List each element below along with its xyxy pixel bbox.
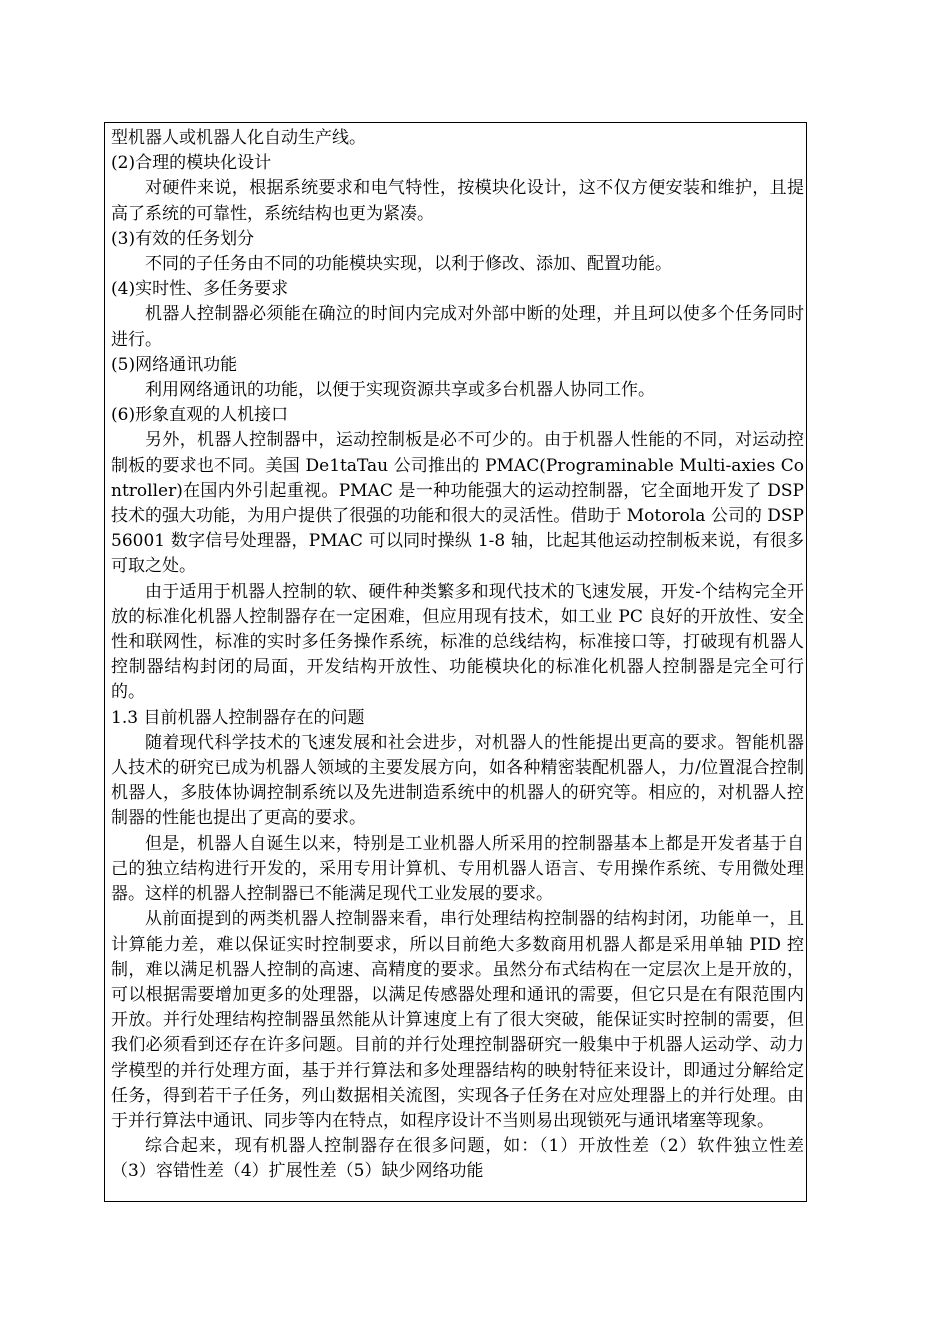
section-heading: 1.3 目前机器人控制器存在的问题	[111, 707, 365, 728]
paragraph: 型机器人或机器人化自动生产线。	[111, 128, 366, 148]
paragraph: 另外，机器人控制器中，运动控制板是必不可少的。由于机器人性能的不同，对运动控制板的要求也不同。美国 De1taTau 公司推出的 PMAC(Programinable Multi-axies Controller)在国内外引起重视。PMAC 是一种功能强大的运动控制器，它全面地开发了 DSP 技术的强大功能，为用户提供了很强的功能和很大的灵活性。借助于 Motorola 公司的 DSP56001 数字信号处理器，PMAC 可以同时操纵 1-8 轴，比起其他运动控制板来说，有很多可取之处。	[111, 430, 804, 577]
section-heading: (4)实时性、多任务要求	[111, 279, 289, 300]
section-heading: (3)有效的任务划分	[111, 228, 255, 249]
paragraph: 不同的子任务由不同的功能模块实现，以利于修改、添加、配置功能。	[145, 254, 672, 275]
section-heading: (6)形象直观的人机接口	[111, 405, 289, 426]
paragraph: 由于适用于机器人控制的软、硬件种类繁多和现代技术的飞速发展，开发-个结构完全开放的标准化机器人控制器存在一定困难，但应用现有技术，如工业 PC 良好的开放性、安全性和联网性，标准的实时多任务操作系统，标准的总线结构，标准接口等，打破现有机器人控制器结构封闭的局面，开发结构开放性、功能模块化的标准化机器人控制器是完全可行的。	[111, 581, 804, 703]
paragraph: 但是，机器人自诞生以来，特别是工业机器人所采用的控制器基本上都是开发者基于自己的独立结构进行开发的，采用专用计算机、专用机器人语言、专用操作系统、专用微处理器。这样的机器人控制器已不能满足现代工业发展的要求。	[111, 833, 804, 905]
paragraph: 机器人控制器必须能在确泣的时间内完成对外部中断的处理，并且珂以使多个任务同时进行。	[111, 304, 804, 350]
document-body	[111, 126, 804, 1185]
paragraph: 综合起来，现有机器人控制器存在很多问题，如：（1）开放性差（2）软件独立性差（3）容错性差（4）扩展性差（5）缺少网络功能	[111, 1136, 804, 1182]
paragraph: 随着现代科学技术的飞速发展和社会进步，对机器人的性能提出更高的要求。智能机器人技术的研究已成为机器人领域的主要发展方向，如各种精密装配机器人，力/位置混合控制机器人，多肢体协调控制系统以及先进制造系统中的机器人的研究等。相应的，对机器人控制器的性能也提出了更高的要求。	[111, 732, 804, 829]
section-heading: (5)网络通讯功能	[111, 354, 238, 375]
paragraph: 利用网络通讯的功能，以便于实现资源共享或多台机器人协同工作。	[145, 380, 655, 401]
section-heading: (2)合理的模块化设计	[111, 153, 272, 174]
paragraph: 从前面提到的两类机器人控制器来看，串行处理结构控制器的结构封闭，功能单一，且计算能力差，难以保证实时控制要求，所以目前绝大多数商用机器人都是采用单轴 PID 控制，难以满足机器人控制的高速、高精度的要求。虽然分布式结构在一定层次上是开放的，可以根据需要增加更多的处理器，以满足传感器处理和通讯的需要，但它只是在有限范围内开放。并行处理结构控制器虽然能从计算速度上有了很大突破，能保证实时控制的需要，但我们必须看到还存在许多问题。目前的并行处理控制器研究一般集中于机器人运动学、动力学模型的并行处理方面，基于并行算法和多处理器结构的映射特征来设计，即通过分解给定任务，得到若干子任务，列山数据相关流图，实现各子任务在对应处理器上的并行处理。由于并行算法中通讯、同步等内在特点，如程序设计不当则易出现锁死与通讯堵塞等现象。	[111, 909, 804, 1131]
paragraph: 对硬件来说，根据系统要求和电气特性，按模块化设计，这不仅方便安装和维护，且提高了系统的可靠性，系统结构也更为紧凑。	[111, 178, 804, 224]
